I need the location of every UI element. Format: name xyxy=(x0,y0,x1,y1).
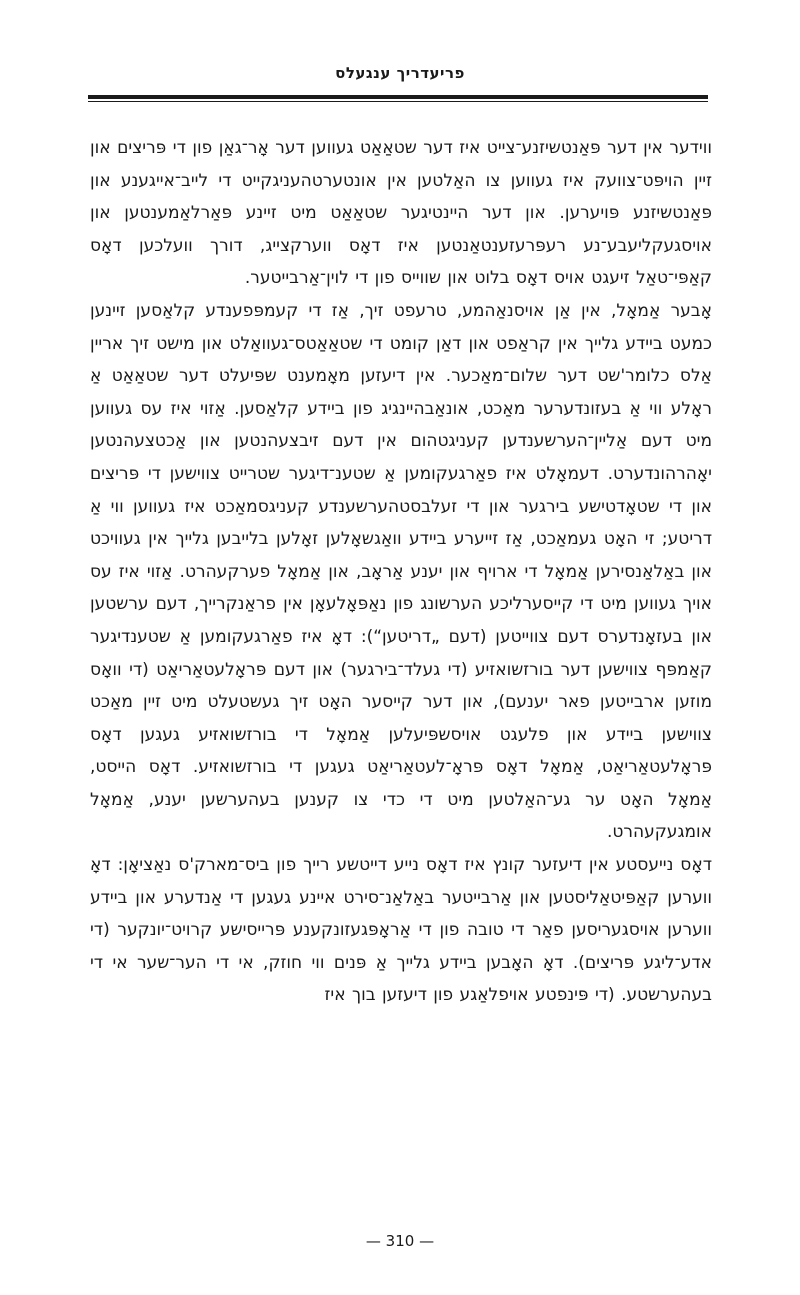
running-head-title: פריעדריך ענגעלס xyxy=(335,64,465,82)
page-number: — 310 — xyxy=(365,1232,435,1250)
header-rule-thick xyxy=(88,95,708,99)
header-rule-thin xyxy=(88,101,708,102)
paragraph-2: אָבער אַמאָל, אין אַן אויסנאַהמע, טרעפט זיך, אַז די קעמפּפענדע קלאַסען זיינען כמעט ביידע גלייך אין קראַפט און דאַן קומט די שטאַאַטס־געוואַלט און מישט זיך אריין אַלס כלומר'שט דער שלום־מאַכער. אין דיעזען מאָמענט שפּיעלט דער שטאַאַט אַ ראָלע ווי אַ בעזונדערער מאַכט, אונאַבהיינגיג פון ביידע קלאַסען. אַזוי איז עס געווען מיט דעם אַליין־הערשענדען קעניגטהום אין דעם זיבצעהנטען און אַכטצעהנטען יאָהרהונדערט. דעמאָלט איז פאַרגעקומען אַ שטענ־דיגער שטרייט צווישען די פּריצים און די שטאָדטישע בירגער און די זעלבסטהערשענדע קעניגסמאַכט איז געווען ווי אַ דריטע; זי האָט געמאַכט, אַז זייערע ביידע וואַגשאָלען זאָלען בלייבען גלייך אין געוויכט און באַלאַנסירען אַמאָל די ארויף און יענע אַראָב, און אַמאָל פערקעהרט. אַזוי איז עס אויך געווען מיט די קייסערליכע הערשונג פון נאַפּאָלעאָן אין פראַנקרייך, דעם ערשטען און בעזאָנדערס דעם צווייטען (דעם „דריטען“): דאָ איז פאַרגעקומען אַ שטענדיגער קאַמפּף צווישען דער בורזשואזיע (די געלד־בירגער) און דעם פּראָלעטאַריאַט (די וואָס מוזען ארבייטען פאר יענעם), און דער קייסער האָט זיך געשטעלט מיט זיין מאַכט צווישען ביידע און פלעגט אויסשפּיעלען אַמאָל די בורזשואזיע געגען דאָס פּראָלעטאַריאַט, אַמאָל דאָס פּראָ־לעטאַריאַט געגען די בורזשואזיע. דאָס הייסט, אַמאָל האָט ער גע־האַלטען מיט די כדי צו קענען בעהערשען יענע, אַמאָל אומגעקעהרט. xyxy=(90,300,712,843)
paragraph-3: דאָס נייעסטע אין דיעזער קונץ איז דאָס נייע דייטשע רייך פון ביס־מארק'ס נאַציאָן: דאָ ווערען קאַפּיטאַליסטען און אַרבייטער באַלאַנ־סירט איינע געגען די אַנדערע און ביידע ווערען אויסגעריסען פאַר די טובה פון די אַראָפּגעזונקענע פּרייסישע קרויט־יונקער (די אדע־ליגע פּריצים). דאָ האָבען ביידע גלייך אַ פּנים ווי חוזק, אי די הער־שער אי די בעהערשטע. (די פּינפטע אויפלאַגע פון דיעזען בוך איז xyxy=(90,855,712,1006)
body-text xyxy=(90,132,712,1012)
paragraph-1: ווידער אין דער פּאַנטשיזנע־צייט איז דער שטאַאַט געווען דער אָר־גאַן פון די פּריצים און זיין הויפּט־צוועק איז געווען צו האַלטען אין אונטערטהעניגקייט די לייב־אייגענע און פּאַנטשיזנע פּויערען. און דער היינטיגער שטאַאַט מיט זיינע פּאַרלאַמענטען און אויסגעקליעבע־נע רעפּרעזענטאַנטען איז דאָס ווערקצייג, דורך וועלכען דאָס קאַפּי־טאַל זיעגט אויס דאָס בלוט און שווייס פון די לוין־אַרבייטער. xyxy=(90,138,712,289)
